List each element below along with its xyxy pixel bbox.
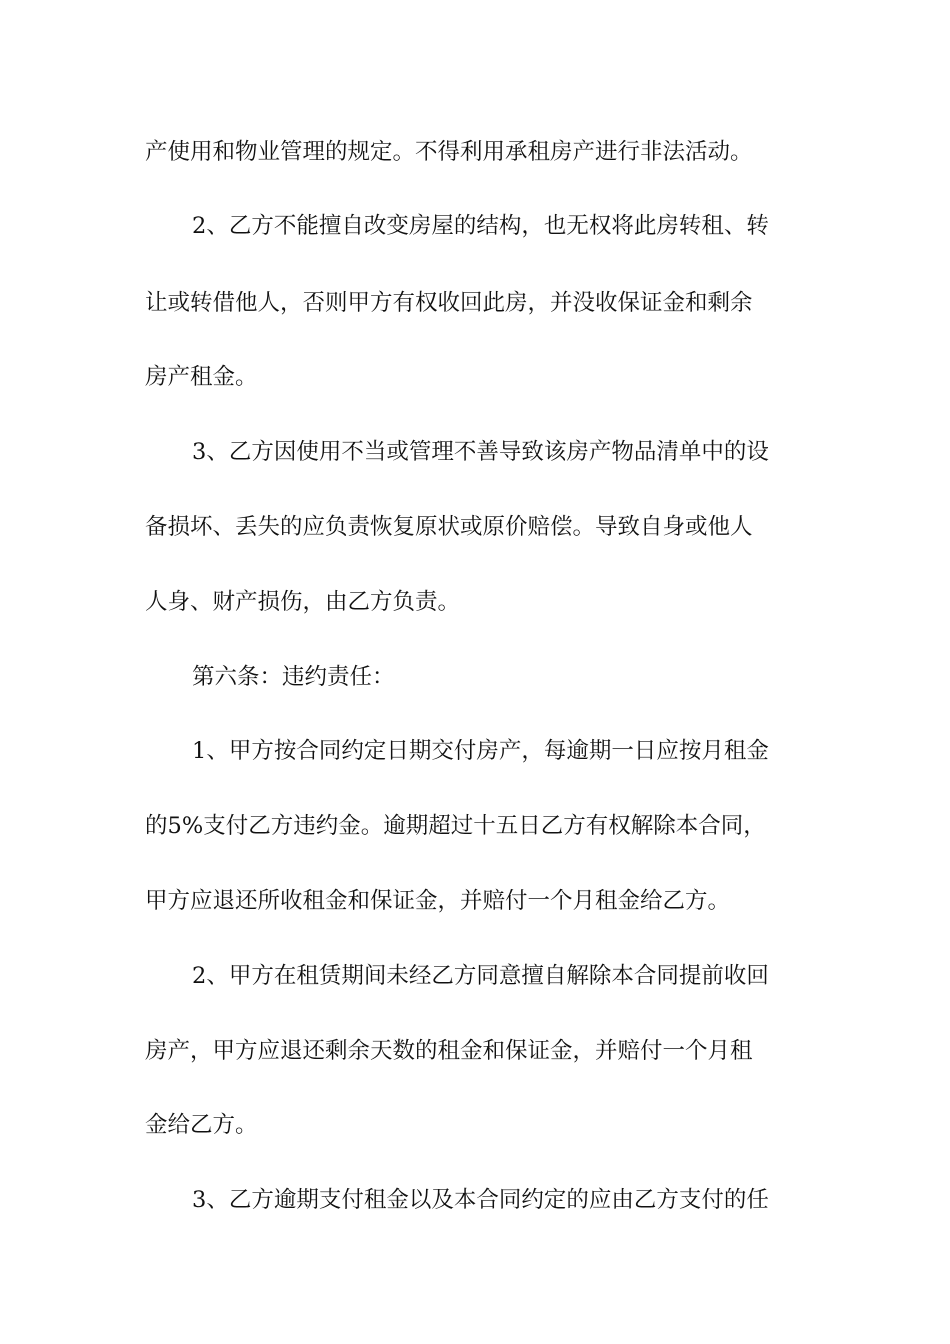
text-line: 产使用和物业管理的规定。不得利用承租房产进行非法活动。 bbox=[145, 139, 753, 165]
text-line: 2、甲方在租赁期间未经乙方同意擅自解除本合同提前收回 bbox=[192, 963, 769, 989]
text-line: 甲方应退还所收租金和保证金，并赔付一个月租金给乙方。 bbox=[145, 888, 731, 914]
text-line: 房产租金。 bbox=[145, 364, 258, 390]
text-line: 3、乙方因使用不当或管理不善导致该房产物品清单中的设 bbox=[192, 439, 769, 465]
text-line: 人身、财产损伤，由乙方负责。 bbox=[145, 589, 461, 615]
text-line: 2、乙方不能擅自改变房屋的结构，也无权将此房转租、转 bbox=[192, 213, 769, 239]
text-line: 1、甲方按合同约定日期交付房产，每逾期一日应按月租金 bbox=[192, 738, 769, 764]
text-line: 3、乙方逾期支付租金以及本合同约定的应由乙方支付的任 bbox=[192, 1187, 769, 1213]
section-heading: 第六条：违约责任： bbox=[192, 664, 395, 690]
text-line: 备损坏、丢失的应负责恢复原状或原价赔偿。导致自身或他人 bbox=[145, 514, 753, 540]
text-line: 金给乙方。 bbox=[145, 1112, 258, 1138]
text-line: 房产，甲方应退还剩余天数的租金和保证金，并赔付一个月租 bbox=[145, 1038, 753, 1064]
text-line: 让或转借他人，否则甲方有权收回此房，并没收保证金和剩余 bbox=[145, 290, 753, 316]
text-line: 的5%支付乙方违约金。逾期超过十五日乙方有权解除本合同， bbox=[145, 813, 766, 839]
